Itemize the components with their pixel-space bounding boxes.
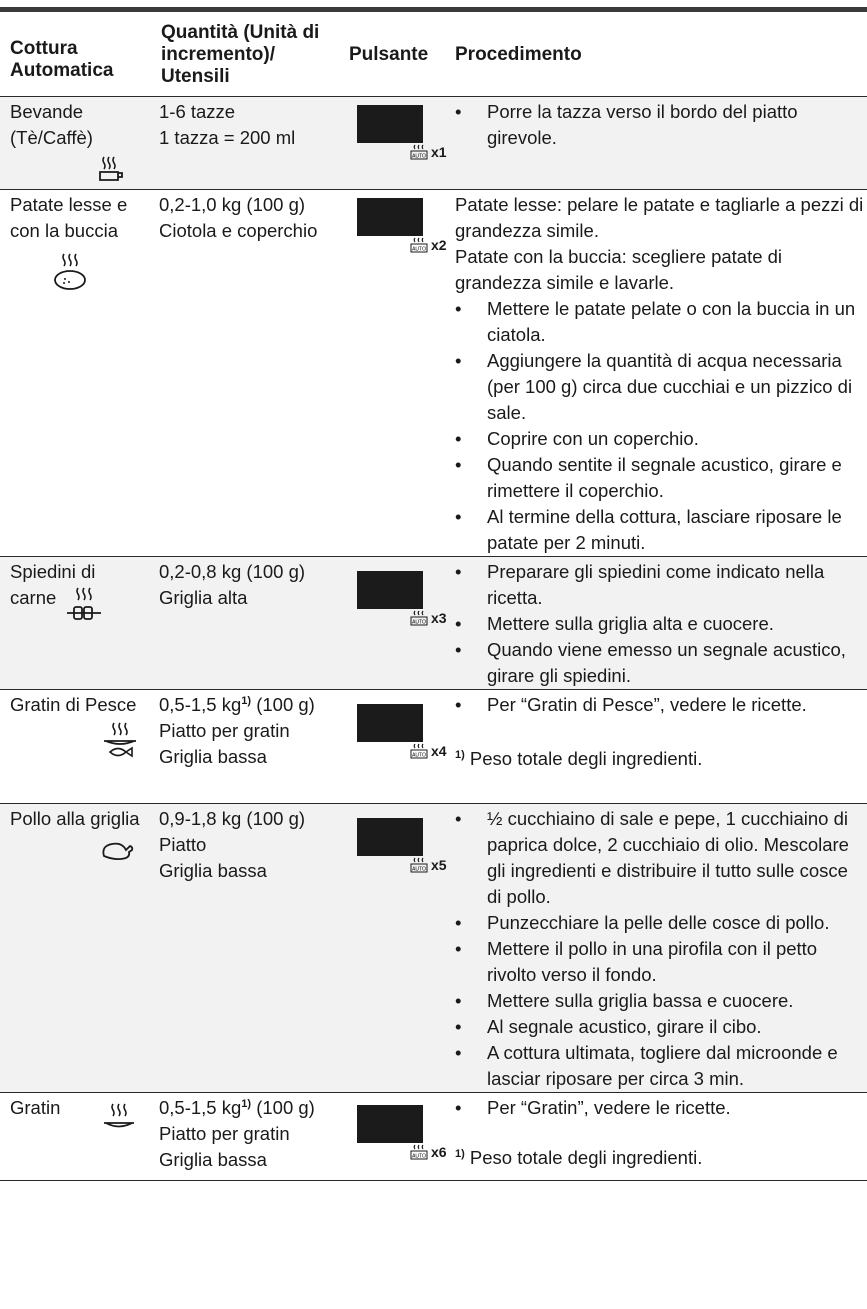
row-procedure-cell [451, 556, 867, 689]
row-button-cell [345, 1092, 451, 1180]
cup-icon [98, 155, 124, 183]
footnote-ref: 1) [241, 694, 252, 707]
svg-text:AUTO: AUTO [412, 866, 426, 872]
table-row [0, 1092, 867, 1180]
qty-line: Griglia bassa [159, 859, 267, 881]
row-name-cell [0, 96, 157, 189]
table-row [0, 96, 867, 189]
qty-line: 0,2-0,8 kg (100 g) [159, 560, 306, 582]
row-name-cell [0, 556, 157, 689]
row-name: Spiedini di carne [10, 560, 96, 608]
press-count: x1 [431, 143, 447, 160]
row-qty-cell [157, 96, 345, 189]
svg-text:AUTO: AUTO [412, 619, 426, 625]
row-qty-cell [157, 689, 345, 803]
display-button[interactable] [357, 818, 423, 856]
qty-line: 0,5-1,5 $kg^{1)}$ (100 g) [159, 693, 315, 715]
row-procedure-cell [451, 1092, 867, 1180]
svg-text:AUTO: AUTO [412, 153, 426, 159]
row-name: Patate lesse e con la buccia [10, 193, 128, 241]
row-name-cell [0, 1092, 157, 1180]
procedure-bullet: • Per “Gratin”, vedere le ricette. [455, 1096, 731, 1118]
row-procedure-cell [451, 96, 867, 189]
press-count: x5 [431, 856, 447, 873]
procedure-bullet: • Porre la tazza verso il bordo del piatto girevole. [455, 99, 867, 151]
auto-cook-icon [410, 610, 428, 626]
qty-line: 1-6 tazze [159, 100, 236, 122]
procedure-text: Patate con la buccia: scegliere patate di grandezza simile e lavarle. [455, 245, 783, 293]
press-count: x3 [431, 609, 447, 626]
row-qty-cell [157, 803, 345, 1092]
auto-cook-icon [410, 743, 428, 759]
display-button[interactable] [357, 198, 423, 236]
svg-text:AUTO: AUTO [412, 1153, 426, 1159]
potato-icon [52, 252, 88, 292]
row-name: Gratin [10, 1096, 61, 1118]
procedure-bullet: • Al segnale acustico, girare il cibo. [455, 1015, 762, 1037]
qty-line: Griglia bassa [159, 1148, 267, 1170]
row-name: Bevande (Tè/Caffè) [10, 100, 93, 148]
fish-gratin-icon [102, 722, 138, 760]
row-name-cell [0, 803, 157, 1092]
qty-line: Piatto per gratin [159, 719, 290, 741]
header-procedimento: Procedimento [455, 43, 582, 65]
procedure-bullet: • A cottura ultimata, togliere dal microonde e lasciar riposare per circa 3 min. [455, 1041, 838, 1089]
display-button[interactable] [357, 571, 423, 609]
row-button-cell [345, 189, 451, 556]
press-count: x4 [431, 742, 447, 759]
qty-line: 0,9-1,8 kg (100 g) [159, 807, 306, 829]
footnote-ref: 1) [241, 1097, 252, 1110]
header-quantita: Quantità (Unità di incremento)/ Utensili [161, 21, 320, 87]
qty-line: 0,5-1,5 $kg^{1)}$ (100 g) [159, 1096, 315, 1118]
table-header [0, 12, 867, 96]
procedure-bullet: • Mettere sulla griglia bassa e cuocere. [455, 989, 794, 1011]
press-count: x6 [431, 1143, 447, 1160]
procedure-bullet: • Quando sentite il segnale acustico, girare e rimettere il coperchio. [455, 453, 842, 501]
table-row [0, 803, 867, 1092]
procedure-bullet: • Coprire con un coperchio. [455, 427, 699, 449]
footnote: $^{1)}$ Peso totale degli ingredienti. [455, 1146, 703, 1168]
procedure-bullet: • Mettere il pollo in una pirofila con il petto rivolto verso il fondo. [455, 937, 818, 985]
press-count: x2 [431, 236, 447, 253]
row-name-cell [0, 689, 157, 803]
qty-line: Piatto per gratin [159, 1122, 290, 1144]
table-row [0, 189, 867, 556]
row-name: Pollo alla griglia [10, 807, 140, 829]
row-qty-cell [157, 189, 345, 556]
header-pulsante: Pulsante [349, 43, 429, 65]
table-row [0, 689, 867, 803]
procedure-bullet: • Punzecchiare la pelle delle cosce di pollo. [455, 911, 830, 933]
row-name: Gratin di Pesce [10, 693, 137, 715]
qty-line: Griglia alta [159, 586, 248, 608]
procedure-bullet: • ½ cucchiaino di sale e pepe, 1 cucchiaino di paprica dolce, 2 cucchiaio di olio. Mescolare gli ingredienti e distribuire il tutto sulle cosce di pollo. [455, 807, 849, 907]
auto-cook-icon [410, 144, 428, 160]
auto-cook-icon [410, 237, 428, 253]
svg-text:AUTO: AUTO [412, 752, 426, 758]
procedure-bullet: • Mettere le patate pelate o con la buccia in un ciatola. [455, 297, 856, 345]
procedure-text: Patate lesse: pelare le patate e tagliarle a pezzi di grandezza simile. [455, 193, 864, 241]
qty-line: 1 tazza = 200 ml [159, 126, 296, 148]
auto-cook-icon [410, 857, 428, 873]
row-qty-cell [157, 1092, 345, 1180]
row-button-cell [345, 803, 451, 1092]
display-button[interactable] [357, 704, 423, 742]
procedure-bullet: • Aggiungere la quantità di acqua necessaria (per 100 g) circa due cucchiai e un pizzico di sale. [455, 349, 853, 423]
header-cottura: Cottura Automatica [10, 37, 114, 81]
display-button[interactable] [357, 105, 423, 143]
procedure-bullet: • Mettere sulla griglia alta e cuocere. [455, 612, 774, 634]
footnote: $^{1)}$ Peso totale degli ingredienti. [455, 747, 703, 769]
procedure-bullet: • Preparare gli spiedini come indicato nella ricetta. [455, 560, 825, 608]
gratin-icon [102, 1103, 136, 1131]
row-qty-cell [157, 556, 345, 689]
procedure-bullet: • Quando viene emesso un segnale acustico, girare gli spiedini. [455, 638, 846, 686]
bullet-glyph: • [455, 100, 462, 122]
procedure-bullet: • Al termine della cottura, lasciare riposare le patate per 2 minuti. [455, 505, 842, 553]
row-procedure-cell [451, 189, 867, 556]
table-row [0, 556, 867, 689]
display-button[interactable] [357, 1105, 423, 1143]
qty-line: Griglia bassa [159, 745, 267, 767]
row-button-cell [345, 96, 451, 189]
row-name-cell [0, 189, 157, 556]
qty-line: 0,2-1,0 kg (100 g) [159, 193, 306, 215]
row-button-cell [345, 556, 451, 689]
row-procedure-cell [451, 689, 867, 803]
skewer-icon [66, 587, 102, 623]
svg-text:AUTO: AUTO [412, 246, 426, 252]
qty-line: Ciotola e coperchio [159, 219, 318, 241]
chicken-icon [100, 840, 134, 862]
qty-line: Piatto [159, 833, 207, 855]
row-procedure-cell [451, 803, 867, 1092]
row-button-cell [345, 689, 451, 803]
procedure-bullet: • Per “Gratin di Pesce”, vedere le ricette. [455, 693, 807, 715]
auto-cook-table [0, 12, 867, 1181]
auto-cook-icon [410, 1144, 428, 1160]
